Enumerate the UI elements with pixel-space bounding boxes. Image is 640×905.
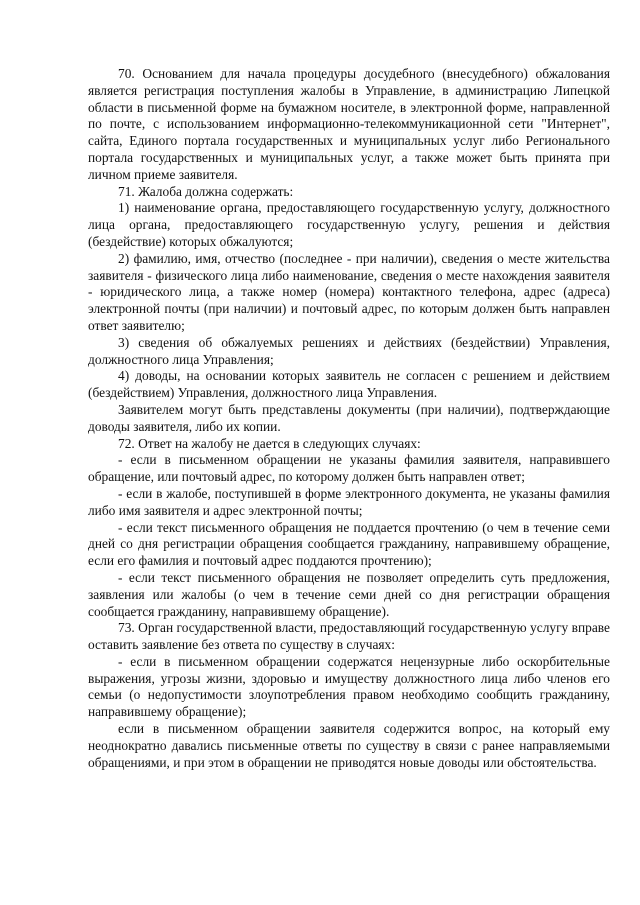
paragraph-71-item-1: 1) наименование органа, предоставляющего государственную услугу, должностного лица органа, предоставляющего государственную услугу, решения и действия (бездействие) которых обжалуются; [88, 200, 610, 249]
paragraph-71-item-3: 3) сведения об обжалуемых решениях и действиях (бездействии) Управления, должностного лица Управления; [88, 334, 610, 367]
paragraph-72-case-1: - если в письменном обращении не указаны фамилия заявителя, направившего обращение, или почтовый адрес, по которому должен быть направлен ответ; [88, 452, 610, 485]
paragraph-72-case-2: - если в жалобе, поступившей в форме электронного документа, не указаны фамилия либо имя заявителя и адрес электронной почты; [88, 485, 610, 518]
paragraph-71-documents: Заявителем могут быть представлены документы (при наличии), подтверждающие доводы заявителя, либо их копии. [88, 401, 610, 434]
paragraph-71-heading: 71. Жалоба должна содержать: [118, 183, 294, 199]
paragraph-72-heading: 72. Ответ на жалобу не дается в следующих случаях: [118, 435, 421, 451]
paragraph-72-case-3: - если текст письменного обращения не поддается прочтению (о чем в течение семи дней со дня регистрации обращения сообщается гражданину, направившему обращение, если его фамилия и почтовый адрес поддаются прочтению); [88, 519, 610, 569]
document-page [88, 66, 610, 771]
paragraph-73-case-2: если в письменном обращении заявителя содержится вопрос, на который ему неоднократно давались письменные ответы по существу в связи с ранее направляемыми обращениями, и при этом в обращении не приводятся новые доводы или обстоятельства. [88, 721, 610, 770]
paragraph-73-heading: 73. Орган государственной власти, предоставляющий государственную услугу вправе оставить заявление без ответа по существу в случаях: [88, 620, 610, 653]
paragraph-71-item-4: 4) доводы, на основании которых заявитель не согласен с решением и действием (бездействием) Управления, должностного лица Управления. [88, 368, 610, 401]
paragraph-71-item-2: 2) фамилию, имя, отчество (последнее - при наличии), сведения о месте жительства заявителя - физического лица либо наименование, сведения о месте нахождения заявителя - юридического лица, а также номер (номера) контактного телефона, адрес (адреса) электронной почты (при наличии) и почтовый адрес, по которым должен быть направлен ответ заявителю; [88, 250, 610, 333]
paragraph-73-case-1: - если в письменном обращении содержатся нецензурные либо оскорбительные выражения, угрозы жизни, здоровью и имуществу должностного лица либо членов его семьи (о недопустимости злоупотребления правом необходимо сообщить гражданину, направившему обращение); [88, 653, 610, 720]
paragraph-72-case-4: - если текст письменного обращения не позволяет определить суть предложения, заявления или жалобы (о чем в течение семи дней со дня регистрации обращения сообщается гражданину, направившему обращение). [88, 569, 610, 619]
paragraph-70: 70. Основанием для начала процедуры досудебного (внесудебного) обжалования является регистрация поступления жалобы в Управление, в администрацию Липецкой области в письменной форме на бумажном носителе, в электронной форме, направленной по почте, с использованием информационно-телекоммуникационной сети "Интернет", сайта, Единого портала государственных и муниципальных услуг либо Регионального портала государственных и муниципальных услуг, а также может быть принята при личном приеме заявителя. [88, 66, 610, 182]
